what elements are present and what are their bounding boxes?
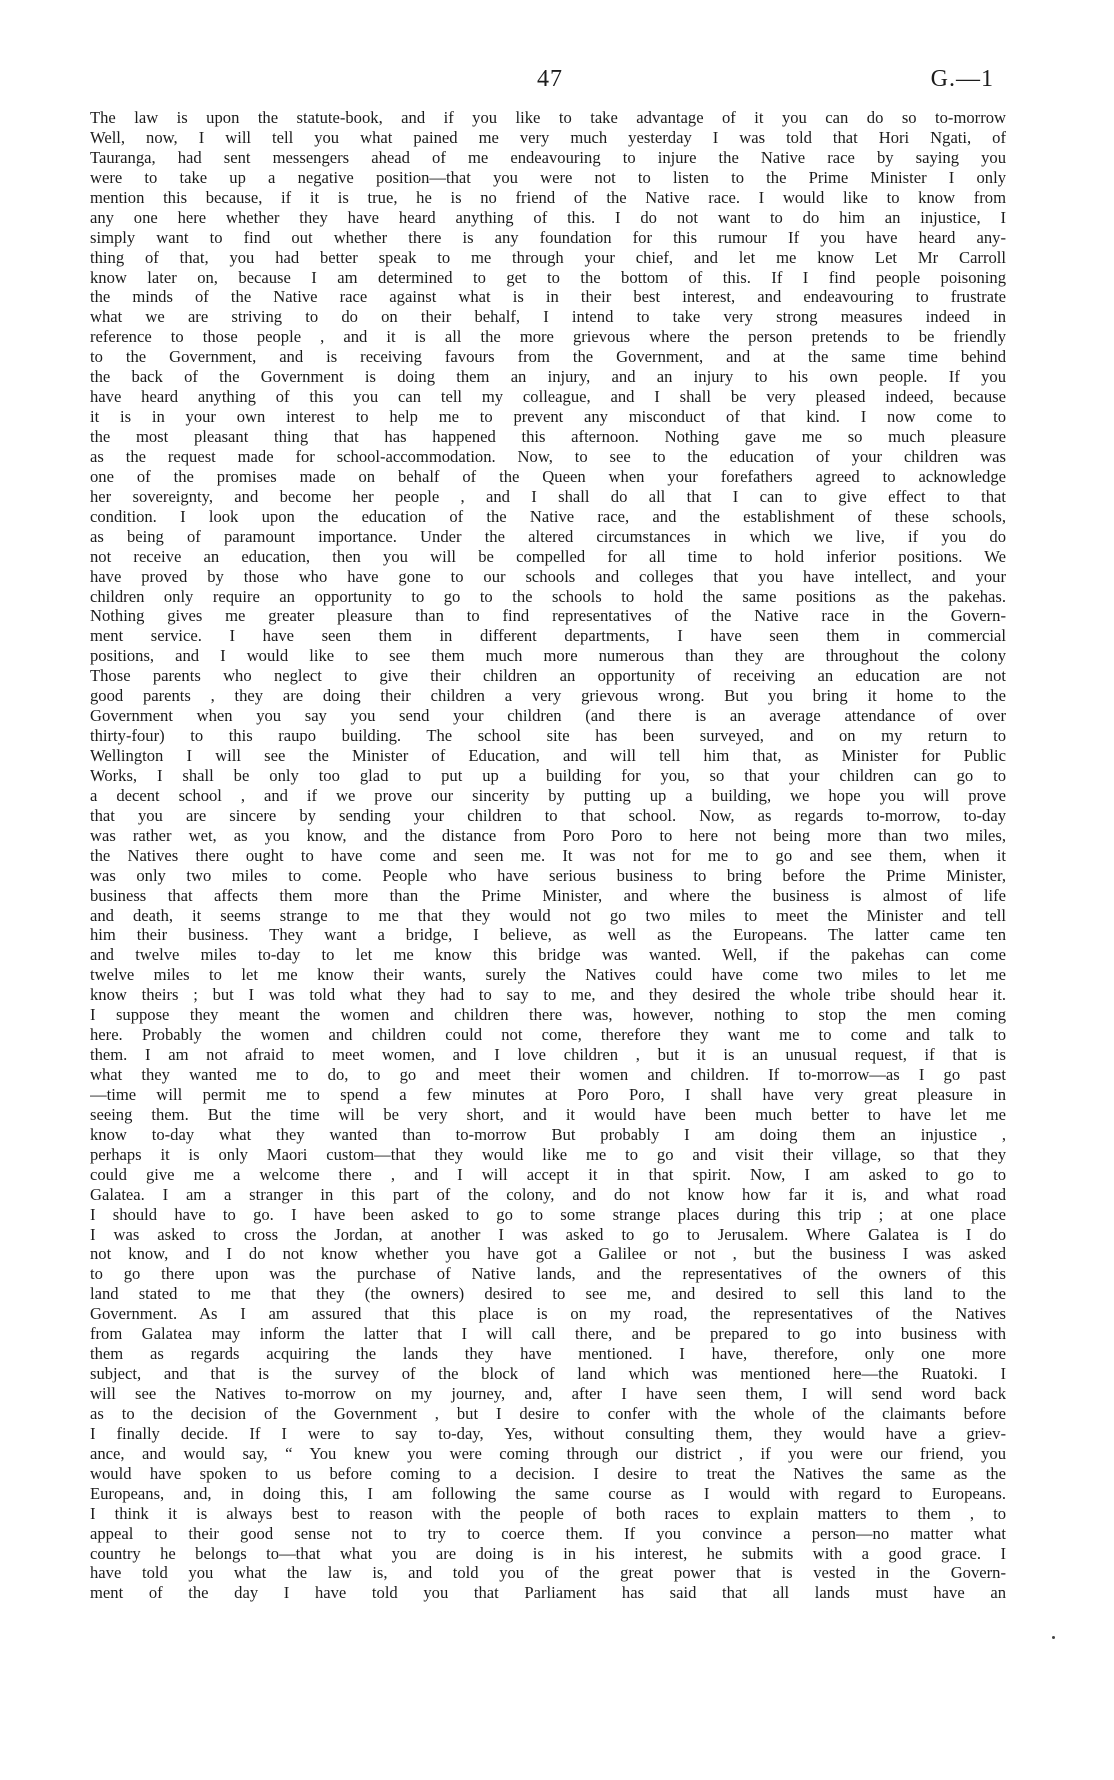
body-line: The law is upon the statute-book, and if you like to take advantage of it you can do so to-morrow xyxy=(90,108,1006,127)
body-line: appeal to their good sense not to try to coerce them. If you convince a person—no matter what xyxy=(90,1523,1006,1543)
body-line: country he belongs to—that what you are doing is in his interest, he submits with a good grace. I xyxy=(90,1543,1006,1563)
body-line: that you are sincere by sending your children to that school. Now, as regards to-morrow, to-day xyxy=(90,805,1006,825)
body-line: I should have to go. I have been asked to go to some strange places during this trip ; at one place xyxy=(90,1204,1006,1224)
body-line: land stated to me that they (the owners) desired to see me, and desired to sell this land to the xyxy=(90,1284,1006,1304)
body-line: have heard anything of this you can tell my colleague, and I shall be very pleased indeed, because xyxy=(90,387,1006,407)
body-line: subject, and that is the survey of the block of land which was mentioned here—the Ruatoki. I xyxy=(90,1364,1006,1384)
body-line: as to the decision of the Government , but I desire to confer with the whole of the claimants before xyxy=(90,1403,1006,1423)
body-line: reference to those people , and it is all the more grievous where the person pretends to be friendly xyxy=(90,327,1006,347)
body-line: know to-day what they wanted than to-morrow But probably I am doing them an injustice , xyxy=(90,1124,1006,1144)
body-line: Those parents who neglect to give their children an opportunity of receiving an education are not xyxy=(90,666,1006,686)
body-line: I finally decide. If I were to say to-day, Yes, without consulting them, they would have a griev- xyxy=(90,1423,1006,1443)
body-line: the minds of the Native race against what is in their best interest, and endeavouring to frustrate xyxy=(90,287,1006,307)
body-line: him their business. They want a bridge, I believe, as well as the Europeans. The latter came ten xyxy=(90,925,1006,945)
body-line: from Galatea may inform the latter that I will call there, and be prepared to go into business with xyxy=(90,1324,1006,1344)
body-line: ment service. I have seen them in different departments, I have seen them in commercial xyxy=(90,626,1006,646)
document-reference: G.—1 xyxy=(930,66,994,92)
body-line: Well, now, I will tell you what pained me very much yesterday I was told that Hori Ngati, of xyxy=(90,127,1006,147)
body-line: Government when you say you send your children (and there is an average attendance of over xyxy=(90,706,1006,726)
body-line: good parents , they are doing their children a very grievous wrong. But you bring it home to the xyxy=(90,686,1006,706)
body-line: and death, it seems strange to me that they would not go two miles to meet the Minister and tell xyxy=(90,905,1006,925)
body-line: a decent school , and if we prove our sincerity by putting up a building, we hope you will prove xyxy=(90,785,1006,805)
body-line: could give me a welcome there , and I will accept it in that spirit. Now, I am asked to go to xyxy=(90,1164,1006,1184)
body-line: Works, I shall be only too glad to put up a building for you, so that your children can go to xyxy=(90,765,1006,785)
body-line: and twelve miles to-day to let me know this bridge was wanted. Well, if the pakehas can come xyxy=(90,945,1006,965)
body-line: know theirs ; but I was told what they had to say to me, and they desired the whole tribe should hear it. xyxy=(90,985,1006,1005)
body-line: as being of paramount importance. Under the altered circumstances in which we live, if you do xyxy=(90,526,1006,546)
body-line: not know, and I do not know whether you have got a Galilee or not , but the business I was asked xyxy=(90,1244,1006,1264)
body-line: I suppose they meant the women and children there was, however, nothing to stop the men coming xyxy=(90,1005,1006,1025)
page-number: 47 xyxy=(537,66,563,92)
body-line: them. I am not afraid to meet women, and I love children , but it is an unusual request, if that is xyxy=(90,1045,1006,1065)
body-line: would have spoken to us before coming to a decision. I desire to treat the Natives the same as the xyxy=(90,1463,1006,1483)
body-line: one of the promises made on behalf of the Queen when your forefathers agreed to acknowledge xyxy=(90,466,1006,486)
body-line: was only two miles to come. People who have serious business to bring before the Prime Minister, xyxy=(90,865,1006,885)
margin-mark xyxy=(1052,1636,1055,1639)
body-line: have proved by those who have gone to our schools and colleges that you have intellect, and your xyxy=(90,566,1006,586)
body-line: twelve miles to let me know their wants, surely the Natives could have come two miles to let me xyxy=(90,965,1006,985)
body-line: was rather wet, as you know, and the distance from Poro Poro to here not being more than two miles, xyxy=(90,825,1006,845)
body-line: as the request made for school-accommodation. Now, to see to the education of your children was xyxy=(90,446,1006,466)
body-line: know later on, because I am determined to get to the bottom of this. If I find people poisoning xyxy=(90,267,1006,287)
body-line: ance, and would say, “ You knew you were coming through our district , if you were our friend, you xyxy=(90,1443,1006,1463)
body-line: children only require an opportunity to go to the schools to hold the same positions as the pakehas. xyxy=(90,586,1006,606)
body-line: Nothing gives me greater pleasure than to find representatives of the Native race in the Govern- xyxy=(90,606,1006,626)
body-line: to the Government, and is receiving favours from the Government, and at the same time behind xyxy=(90,347,1006,367)
body-line: not receive an education, then you will be compelled for all time to hold inferior positions. We xyxy=(90,546,1006,566)
body-line: ment of the day I have told you that Parliament has said that all lands must have an xyxy=(90,1583,1006,1603)
body-line: will see the Natives to-morrow on my journey, and, after I have seen them, I will send word back xyxy=(90,1384,1006,1403)
body-line: what they wanted me to do, to go and meet their women and children. If to-morrow—as I go past xyxy=(90,1065,1006,1084)
body-line: simply want to find out whether there is any foundation for this rumour If you have heard any- xyxy=(90,227,1006,247)
body-line: I was asked to cross the Jordan, at another I was asked to go to Jerusalem. Where Galatea is I do xyxy=(90,1224,1006,1244)
body-line: positions, and I would like to see them much more numerous than they are throughout the colony xyxy=(90,646,1006,666)
body-line: thirty-four) to this raupo building. The school site has been surveyed, and on my return to xyxy=(90,726,1006,746)
body-line: here. Probably the women and children could not come, therefore they want me to come and talk to xyxy=(90,1025,1006,1045)
body-line: the most pleasant thing that has happened this afternoon. Nothing gave me so much pleasure xyxy=(90,427,1006,446)
body-line: the back of the Government is doing them an injury, and an injury to his own people. If you xyxy=(90,367,1006,387)
body-line: Galatea. I am a stranger in this part of the colony, and do not know how far it is, and what road xyxy=(90,1184,1006,1204)
body-line: the Natives there ought to have come and seen me. It was not for me to go and see them, when it xyxy=(90,845,1006,865)
body-line: —time will permit me to spend a few minutes at Poro Poro, I shall have very great pleasure in xyxy=(90,1084,1006,1104)
body-line: to go there upon was the purchase of Native lands, and the representatives of the owners of this xyxy=(90,1264,1006,1284)
body-text xyxy=(90,108,1006,1603)
body-line: what we are striving to do on their behalf, I intend to take very strong measures indeed in xyxy=(90,307,1006,327)
body-line: her sovereignty, and become her people , and I shall do all that I can to give effect to that xyxy=(90,486,1006,506)
body-line: Europeans, and, in doing this, I am following the same course as I would with regard to Europeans. xyxy=(90,1483,1006,1503)
body-line: mention this because, if it is true, he is no friend of the Native race. I would like to know from xyxy=(90,187,1006,207)
body-line: I think it is always best to reason with the people of both races to explain matters to them , to xyxy=(90,1503,1006,1523)
body-line: perhaps it is only Maori custom—that they would like me to go and visit their village, so that they xyxy=(90,1144,1006,1164)
body-line: them as regards acquiring the lands they have mentioned. I have, therefore, only one more xyxy=(90,1344,1006,1364)
body-line: were to take up a negative position—that you were not to listen to the Prime Minister I only xyxy=(90,167,1006,187)
body-line: it is in your own interest to help me to prevent any misconduct of that kind. I now come to xyxy=(90,407,1006,427)
body-line: seeing them. But the time will be very short, and it would have been much better to have let me xyxy=(90,1104,1006,1124)
body-line: have told you what the law is, and told you of the great power that is vested in the Govern- xyxy=(90,1563,1006,1583)
body-line: thing of that, you had better speak to me through your chief, and let me know Let Mr Carroll xyxy=(90,247,1006,267)
body-line: condition. I look upon the education of the Native race, and the establishment of these schools, xyxy=(90,506,1006,526)
body-line: Wellington I will see the Minister of Education, and will tell him that, as Minister for Public xyxy=(90,746,1006,765)
body-line: any one here whether they have heard anything of this. I do not want to do him an injustice, I xyxy=(90,207,1006,227)
body-line: Tauranga, had sent messengers ahead of me endeavouring to injure the Native race by saying you xyxy=(90,147,1006,167)
body-line: Government. As I am assured that this place is on my road, the representatives of the Natives xyxy=(90,1304,1006,1324)
body-line: business that affects them more than the Prime Minister, and where the business is almost of life xyxy=(90,885,1006,905)
